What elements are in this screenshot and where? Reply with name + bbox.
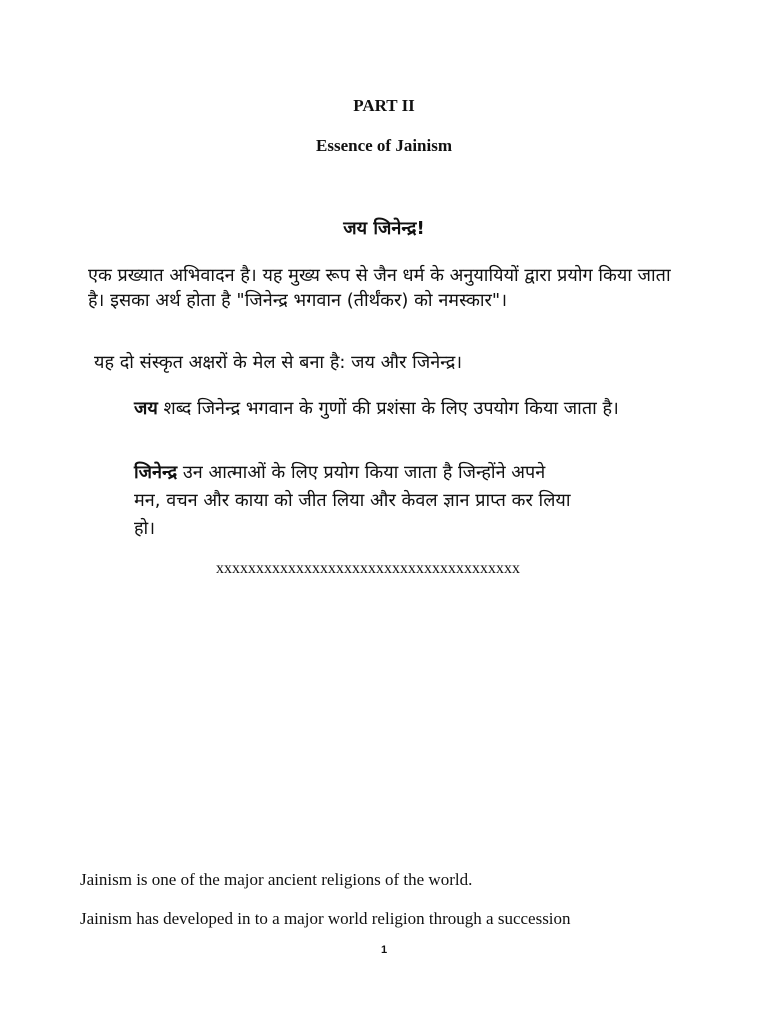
- english-line-2: Jainism has developed in to a major world religion through a succession: [80, 909, 571, 928]
- intro-paragraph: एक प्रख्यात अभिवादन है। यह मुख्य रूप से जैन धर्म के अनुयायियों द्वारा प्रयोग किया जाता है। इसका अर्थ होता है "जिनेन्द्र भगवान (तीर्थंकर) को नमस्कार"।: [88, 265, 671, 311]
- jinendra-line-1: [134, 460, 674, 485]
- section-separator: xxxxxxxxxxxxxxxxxxxxxxxxxxxxxxxxxxxxxx: [216, 560, 520, 577]
- greeting-heading: जय जिनेन्द्र!: [343, 218, 425, 239]
- composition-paragraph: यह दो संस्कृत अक्षरों के मेल से बना है: जय और जिनेन्द्र।: [94, 352, 463, 373]
- page-number: 1: [380, 944, 388, 956]
- section-title: Essence of Jainism: [316, 136, 452, 155]
- english-line-1: Jainism is one of the major ancient religions of the world.: [80, 870, 473, 889]
- jinendra-definition-text-1: उन आत्माओं के लिए प्रयोग किया जाता है जिन्होंने अपने: [177, 462, 546, 483]
- jay-definition-text: शब्द जिनेन्द्र भगवान के गुणों की प्रशंसा के लिए उपयोग किया जाता है।: [157, 398, 619, 419]
- jinendra-definition-paragraph: [134, 460, 674, 544]
- jay-term: जय: [134, 398, 158, 419]
- jinendra-definition-text-3: हो।: [134, 518, 156, 539]
- jinendra-definition-text-2: मन, वचन और काया को जीत लिया और केवल ज्ञान प्राप्त कर लिया: [134, 490, 571, 511]
- jay-definition-paragraph: [134, 396, 674, 421]
- jinendra-term: जिनेन्द्र: [134, 462, 178, 483]
- part-heading: PART II: [353, 96, 415, 115]
